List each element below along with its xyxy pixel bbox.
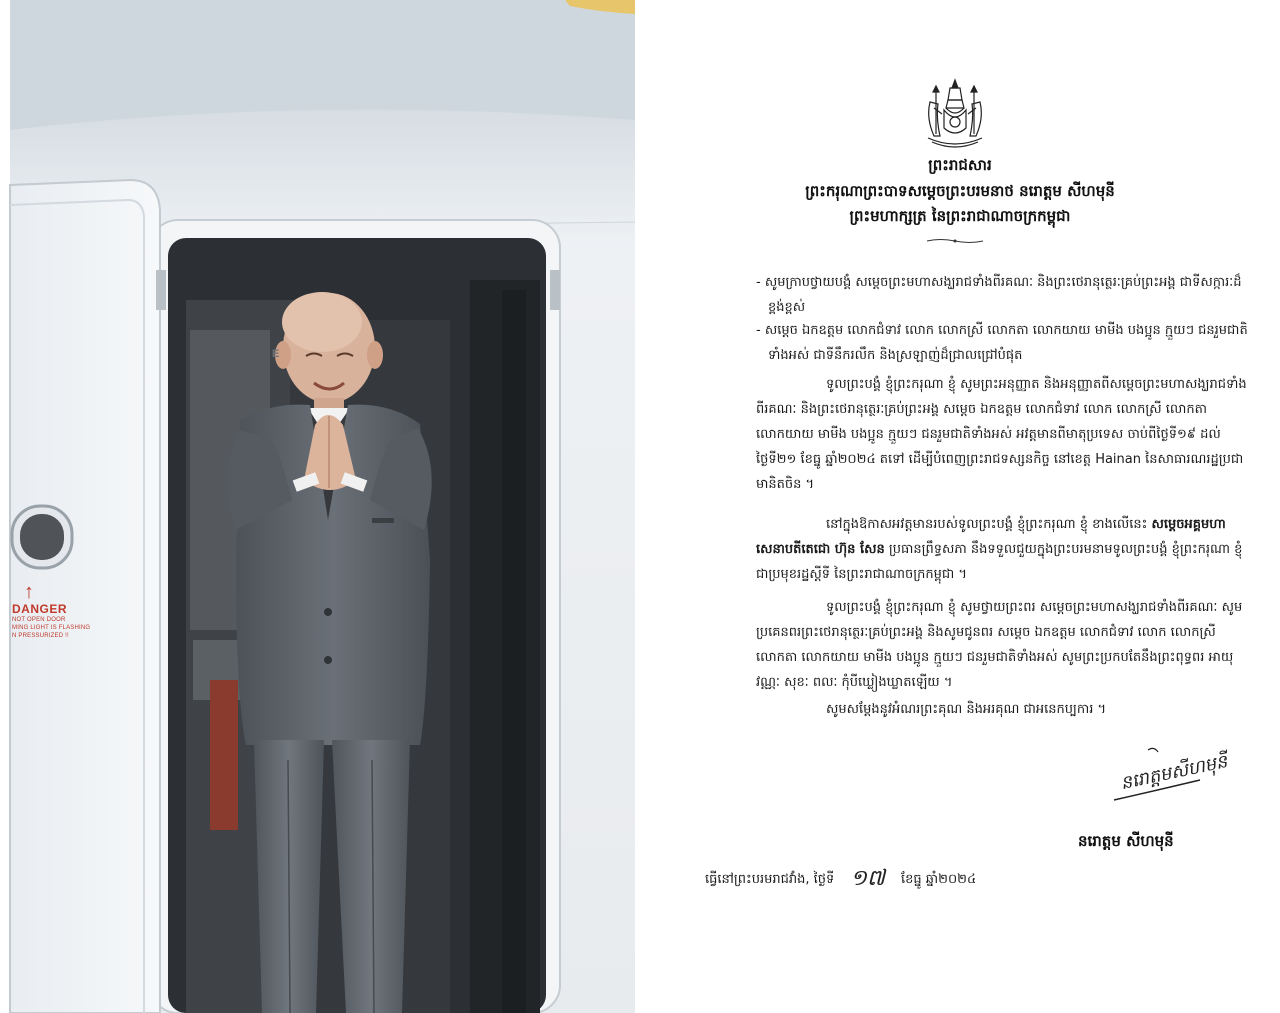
salutation-monks: - សូមក្រាបថ្វាយបង្គំ សម្តេចព្រះមហាសង្ឃរាជទាំងពីរគណៈ និងព្រះថេរានុត្ថេរៈគ្រប់ព្រះអង្គ ជាទីសក្ការៈដ៏ខ្ពង់ខ្ពស់: [756, 275, 1242, 315]
aircraft-door-photo: [10, 0, 635, 1013]
divider-ornament: [925, 236, 985, 246]
danger-line-2: MING LIGHT IS FLASHING: [12, 625, 91, 631]
signer-name: នរោត្តម សីហមុនី: [1078, 832, 1174, 850]
danger-warning-sign: [12, 582, 112, 640]
royal-message-letter: [660, 0, 1280, 1013]
date-line: [705, 862, 976, 894]
royal-coat-of-arms-icon: [922, 78, 988, 150]
letter-sender-line: ព្រះករុណាព្រះបាទសម្តេចព្រះបរមនាថ នរោត្តម សីហមុនី: [805, 182, 1115, 200]
danger-line-3: N PRESSURIZED !!: [12, 633, 69, 639]
danger-line-1: NOT OPEN DOOR: [12, 617, 66, 623]
letter-title: ព្រះរាជសារ: [928, 156, 992, 174]
handwritten-signature-icon: [1108, 744, 1230, 808]
aircraft-illustration: [10, 0, 635, 1013]
paragraph-thanks: សូមសម្តែងនូវអំណរព្រះគុណ និងអរគុណ ជាអនេកប្បការ ។: [826, 702, 1107, 717]
letter-sender-title: ព្រះមហាក្សត្រ នៃព្រះរាជាណាចក្រកម្ពុជា: [849, 207, 1071, 225]
danger-title: DANGER: [12, 602, 68, 616]
cabin-door-label: E: [272, 348, 280, 360]
paragraph-absence-notice: ទូលព្រះបង្គំ ខ្ញុំព្រះករុណា ខ្ញុំ សូមព្រះអនុញ្ញាត និងអនុញ្ញាតពីសម្តេចព្រះមហាសង្ឃរាជទាំងពីរគណៈ និងព្រះថេរានុត្ថេរៈគ្រប់ព្រះអង្គ សម្តេច ឯកឧត្តម លោកជំទាវ លោក លោកស្រី លោកតា លោកយាយ មាមីង បងប្អូន ក្មួយៗ ជនរួមជាតិទាំងអស់ អវត្តមានពីមាតុប្រទេស ចាប់ពីថ្ងៃទី១៩ ដល់ថ្ងៃទី២១ ខែធ្នូ ឆ្នាំ២០២៤ តទៅ ដើម្បីបំពេញព្រះរាជទស្សនកិច្ច នៅខេត្ត Hainan នៃសាធារណរដ្ឋប្រជាមានិតចិន ។: [756, 377, 1247, 492]
paragraph-2-start: នៅក្នុងឱកាសអវត្តមានរបស់ទូលព្រះបង្គំ ខ្ញុំព្រះករុណា ខ្ញុំ ខាងលើនេះ: [826, 517, 1152, 532]
acting-name: ហ៊ុន សែន: [834, 542, 885, 557]
paragraph-2-end: ប្រធានព្រឹទ្ធសភា នឹងទទួលជួយក្នុងព្រះបរមនាមទូលព្រះបង្គំ ខ្ញុំព្រះករុណា ខ្ញុំ ជាប្រមុខរដ្ឋស្តីទី នៃព្រះរាជាណាចក្រកម្ពុជា ។: [756, 542, 1243, 582]
date-day-handwritten: ១៧: [850, 866, 885, 891]
date-suffix: ខែធ្នូ ឆ្នាំ២០២៤: [900, 872, 977, 887]
paragraph-acting-head-of-state: [756, 512, 1256, 587]
acting-title: សម្តេចអគ្គមហាសេនាបតីតេជោ: [756, 517, 1226, 557]
date-prefix: ធ្វើនៅព្រះបរមរាជវាំង, ថ្ងៃទី: [705, 872, 835, 887]
salutation-citizens: - សម្តេច ឯកឧត្តម លោកជំទាវ លោក លោកស្រី លោកតា លោកយាយ មាមីង បងប្អូន ក្មួយៗ ជនរួមជាតិទាំងអស់ ជាទីនឹករលឹក និងស្រឡាញ់ដ៏ជ្រាលជ្រៅបំផុត: [756, 323, 1248, 363]
signature-text: នរោត្តមសីហមុនី: [1118, 751, 1230, 795]
paragraph-blessings: ទូលព្រះបង្គំ ខ្ញុំព្រះករុណា ខ្ញុំ សូមថ្វាយព្រះពរ សម្តេចព្រះមហាសង្ឃរាជទាំងពីរគណៈ សូមប្រគេនពរព្រះថេរានុត្ថេរៈគ្រប់ព្រះអង្គ និងសូមជូនពរ សម្តេច ឯកឧត្តម លោកជំទាវ លោក លោកស្រី លោកតា លោកយាយ មាមីង បងប្អូន ក្មួយៗ ជនរួមជាតិទាំងអស់ សូមព្រះប្រកបតែនឹងព្រះពុទ្ធពរ អាយុ វណ្ណៈ សុខៈ ពលៈ កុំបីឃ្លៀងឃ្លាតឡើយ ។: [756, 600, 1243, 690]
up-arrow-icon: ↑: [24, 581, 34, 603]
